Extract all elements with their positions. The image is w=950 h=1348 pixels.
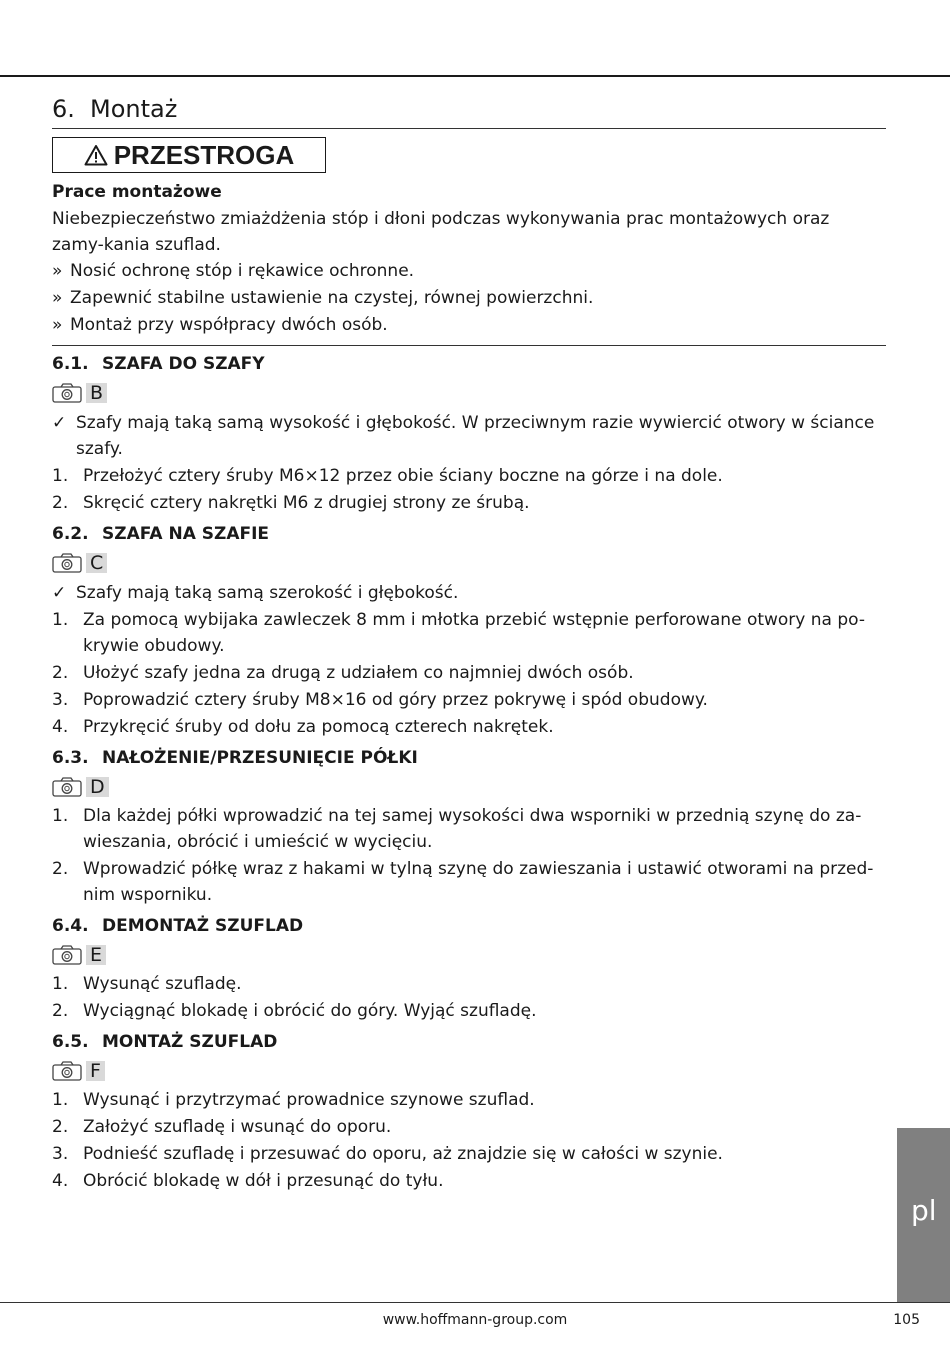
figure-reference — [52, 1056, 886, 1086]
step-item: 2. Skręcić cztery nakrętki M6 z drugiej strony ze śrubą. — [52, 493, 530, 513]
figure-reference — [52, 548, 886, 578]
step-item: 1. Wysunąć szufladę. — [52, 974, 242, 994]
step-item: 4. Obrócić blokadę w dół i przesunąć do tyłu. — [52, 1171, 444, 1191]
caution-bullet: » Montaż przy współpracy dwóch osób. — [52, 315, 388, 335]
caution-divider — [52, 345, 886, 346]
step-item: 4. Przykręcić śruby od dołu za pomocą czterech nakrętek. — [52, 717, 554, 737]
caution-text: Niebezpieczeństwo zmiażdżenia stóp i dłoni podczas wykonywania prac montażowych oraz zamy-kania szuflad. — [52, 209, 830, 255]
camera-icon — [52, 383, 82, 403]
step-item: 2. Ułożyć szafy jedna za drugą z udziałem co najmniej dwóch osób. — [52, 663, 634, 683]
subsection-heading: 6.2. SZAFA NA SZAFIE — [52, 524, 270, 544]
caution-box — [52, 137, 326, 173]
footer-rule — [0, 1302, 950, 1303]
caution-heading: Prace montażowe — [52, 182, 222, 202]
page-content — [52, 92, 886, 1194]
caution-label: PRZESTROGA — [113, 139, 295, 170]
step-item: 1. Przełożyć cztery śruby M6×12 przez obie ściany boczne na górze i na dole. — [52, 466, 723, 486]
camera-icon — [52, 777, 82, 797]
section-number: 6. — [52, 95, 75, 123]
subsection-heading: 6.3. NAŁOŻENIE/PRZESUNIĘCIE PÓŁKI — [52, 748, 418, 768]
figure-reference — [52, 940, 886, 970]
step-item: 2. Wyciągnąć blokadę i obrócić do góry. Wyjąć szufladę. — [52, 1001, 537, 1021]
subsection-heading: 6.1. SZAFA DO SZAFY — [52, 354, 265, 374]
subsection-heading: 6.5. MONTAŻ SZUFLAD — [52, 1032, 278, 1052]
caution-bullet: » Nosić ochronę stóp i rękawice ochronne. — [52, 261, 415, 281]
language-code: pl — [911, 1194, 937, 1227]
step-item: 1. Dla każdej półki wprowadzić na tej samej wysokości dwa wsporniki w przednią szynę do za-wieszania, obrócić i umieścić w wycięciu. — [52, 806, 862, 852]
figure-letter: C — [86, 553, 107, 573]
checkmark-icon: ✓ — [52, 413, 67, 433]
figure-letter: F — [86, 1061, 105, 1081]
step-item: 1. Za pomocą wybijaka zawleczek 8 mm i młotka przebić wstępnie perforowane otwory na po-krywie obudowy. — [52, 610, 865, 656]
figure-letter: E — [86, 945, 106, 965]
step-item: 3. Poprowadzić cztery śruby M8×16 od góry przez pokrywę i spód obudowy. — [52, 690, 708, 710]
section-title-text: Montaż — [90, 95, 178, 123]
checkmark-icon: ✓ — [52, 583, 67, 603]
camera-icon — [52, 945, 82, 965]
camera-icon — [52, 1061, 82, 1081]
step-item: 2. Założyć szufladę i wsunąć do oporu. — [52, 1117, 392, 1137]
warning-triangle-icon — [84, 144, 108, 166]
page-number: 105 — [893, 1312, 920, 1328]
figure-reference — [52, 378, 886, 408]
footer-url: www.hoffmann-group.com — [382, 1312, 568, 1328]
step-item: 2. Wprowadzić półkę wraz z hakami w tylną szynę do zawieszania i ustawić otworami na przed-nim wsporniku. — [52, 859, 874, 905]
language-tab — [897, 1128, 950, 1302]
subsection-heading: 6.4. DEMONTAŻ SZUFLAD — [52, 916, 304, 936]
caution-bullet: » Zapewnić stabilne ustawienie na czystej, równej powierzchni. — [52, 288, 594, 308]
precondition-item: ✓ Szafy mają taką samą wysokość i głębokość. W przeciwnym razie wywiercić otwory w ściance szafy. — [52, 410, 886, 462]
step-item: 3. Podnieść szufladę i przesuwać do oporu, aż znajdzie się w całości w szynie. — [52, 1144, 723, 1164]
precondition-item: ✓ Szafy mają taką samą szerokość i głębokość. — [52, 580, 886, 606]
section-title — [52, 92, 886, 129]
figure-reference — [52, 772, 886, 802]
figure-letter: D — [86, 777, 109, 797]
camera-icon — [52, 553, 82, 573]
step-item: 1. Wysunąć i przytrzymać prowadnice szynowe szuflad. — [52, 1090, 535, 1110]
top-rule — [0, 75, 950, 77]
figure-letter: B — [86, 383, 107, 403]
